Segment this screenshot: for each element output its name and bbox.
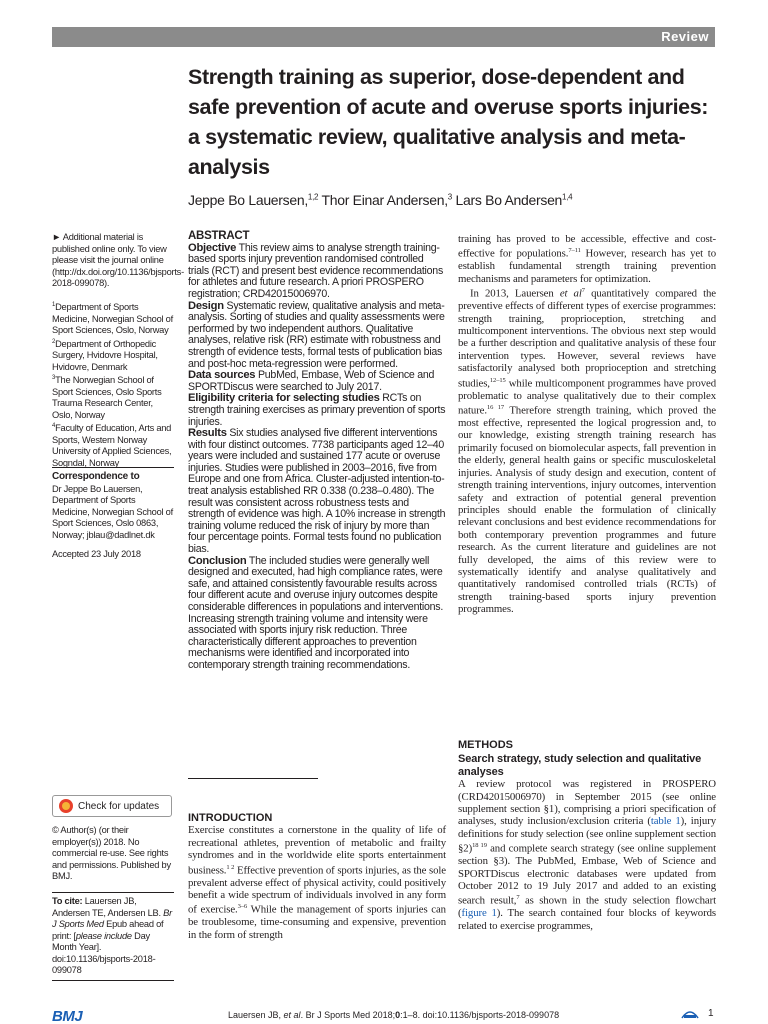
methods-heading: METHODS xyxy=(458,739,513,751)
abstract-text: PubMed, Embase, Web of Science and SPORTDiscus were searched to July 2017. xyxy=(188,369,435,393)
reference-sup[interactable]: 18 19 xyxy=(472,842,487,850)
bmj-logo: BMJ xyxy=(52,1008,83,1024)
reference-sup[interactable]: 16 17 xyxy=(486,404,505,412)
body-paragraph xyxy=(458,778,716,932)
body-text: Effective prevention of sports injuries, as the sole prevalent adverse effect of physical activity, could positively benefit a wide spectrum of individuals involved in any form of exercise. xyxy=(188,864,446,917)
body-text: as shown in the study selection flowchart ( xyxy=(458,895,716,920)
introduction-section xyxy=(188,812,446,941)
cite-doi: Day Month Year]. doi:10.1136/bjsports-2018-099078 xyxy=(52,930,156,975)
body-text: Exercise constitutes a cornerstone in the quality of life of recreational athletes, prevention of metabolic and frailty syndromes and in the worldwide elite sports entertainment business. xyxy=(188,824,446,877)
body-text: quantitatively compared the preventive effects of different types of exercise programmes: strength training, proprioception, stretching and multicomponent interventions. The obvious next step would be a further description and qualitative analysis of these four intervention types. However, several reviews have satisfactorily analysed both proprioception and stretching studies, xyxy=(458,287,717,390)
abstract-section xyxy=(188,243,446,301)
author-name: Lars Bo Andersen xyxy=(451,192,563,208)
affiliation-sup: 1 xyxy=(52,302,56,308)
figure-link[interactable]: figure 1 xyxy=(461,907,497,920)
affiliation-item xyxy=(52,300,174,337)
abstract-text: This review aims to analyse strength training-based sports injury prevention randomised controlled trials (RCT) and present best evidence recommendations for athletes and future research. A priori PROSPERO registration; CRD42015006970. xyxy=(188,241,443,300)
body-text: Therefore strength training, which proved the most effective, represented the logical progression and, to our knowledge, existing strength training research has primarily focused on biomolecular aspects, fall prevention in the elderly, general health gains or specific musculoskeletal injuries. Analysis of study design and execution, content of strength training interventions, injury outcomes, intervention safety and extraction of potential general prevention principles should enable the formulation of clinically relevant conclusions and best evidence recommendations for both contemporary prevention programmes and future research. As the current literature and guidelines are not fully developed, the aims of this review were to systematically identify and analyse qualitatively and quantitatively randomised controlled trials (RCTs) of strength training-based sports injury prevention programmes. xyxy=(458,404,716,616)
abstract-text: Six studies analysed five different interventions with four distinct outcomes. 7738 participants aged 12–40 years were included and sustained 177 acute or overuse injuries. Studies were published in 2003–2016, five from Europe and one from Africa. Cluster-adjusted intention-to-treat analysis established RR 0.338 (0.238–0.480). The result was consistent across robustness tests and strength of evidence was high. A 10% increase in strength training volume reduced the risk of injury by more than four percentage points. Formal tests found no publication bias. xyxy=(188,427,446,556)
abstract-rule xyxy=(188,778,318,779)
footer-doi: :1–8. doi:10.1136/bjsports-2018-099078 xyxy=(400,1010,560,1020)
affiliation-item xyxy=(52,337,174,374)
cite-placeholder: please include xyxy=(75,930,132,941)
affiliation-item xyxy=(52,421,174,469)
copyright-note: © Author(s) (or their employer(s)) 2018. No commercial re-use. See rights and permissions. Published by BMJ. xyxy=(52,825,171,881)
footer-text: . Br J Sports Med 2018; xyxy=(300,1010,396,1020)
body-text: ), injury definitions for study selection (see online supplement section §2) xyxy=(458,815,716,855)
body-text: and complete search strategy (see online supplement section §3). The PubMed, Embase, Web of Science and SPORTDiscus electronic databases were updated from October 2012 to 19 July 2017 and added to an existing search result, xyxy=(458,842,716,908)
footer-volume: 0 xyxy=(395,1010,401,1020)
abstract-label: Eligibility criteria for selecting studies xyxy=(188,392,380,405)
reference-sup[interactable]: 12–15 xyxy=(489,376,506,384)
abstract-label: Conclusion xyxy=(188,554,247,567)
reference-sup[interactable]: 7 xyxy=(516,894,520,902)
reference-sup[interactable]: 7–11 xyxy=(568,247,581,255)
affiliations xyxy=(52,300,174,469)
abstract-label: Results xyxy=(188,427,227,440)
cite-label: To cite: xyxy=(52,896,83,906)
author-affiliation-sup: 1,4 xyxy=(562,192,573,202)
abstract-label: Objective xyxy=(188,241,237,254)
section-header-bar xyxy=(52,27,715,47)
body-text: A review protocol was registered in PROSPERO (CRD42015006970) in September 2015 (see online supplement section §1), comprising a priori specification of analyses, study inclusion/exclusion criteria ( xyxy=(458,778,716,828)
abstract-text: Systematic review, qualitative analysis and meta-analysis. Sorting of studies and quality assessments were performed by two independent authors. Qualitative analyses, relative risk (RR) estimate with robustness and strength of evidence tests, formal tests of publication bias and post-hoc meta-regression were performed. xyxy=(188,299,445,370)
body-paragraph xyxy=(188,824,446,941)
check-for-updates-label: Check for updates xyxy=(78,800,160,812)
right-column-text xyxy=(458,233,716,616)
accepted-date: Accepted 23 July 2018 xyxy=(52,549,141,559)
abstract xyxy=(188,231,446,672)
abstract-text: The included studies were generally well designed and executed, had high compliance rates, were safe, and attained consistently favourable results across four different acute and overuse injury outcomes despite considerable differences in populations and interventions. Increasing strength training volume and intensity were associated with sports injury risk reduction. Three characteristically different approaches to prevention mechanisms were identified and incorporated into contemporary strength training recommendations. xyxy=(188,554,444,671)
author-name: Jeppe Bo Lauersen, xyxy=(188,192,308,208)
abstract-heading: ABSTRACT xyxy=(188,230,250,242)
body-text: ). The search contained four blocks of keywords related to exercise programmes, xyxy=(458,907,717,932)
cite-text: Epub ahead of print: [ xyxy=(52,919,164,941)
check-for-updates-button[interactable] xyxy=(52,795,172,817)
affiliation-sup: 4 xyxy=(52,423,56,430)
abstract-section xyxy=(188,301,446,371)
body-text: In 2013, Lauersen xyxy=(470,287,560,300)
section-label: Review xyxy=(661,29,709,44)
affiliation-text: Department of Sports Medicine, Norwegian School of Sport Sciences, Oslo, Norway xyxy=(52,302,173,336)
reference-sup[interactable]: 7 xyxy=(581,287,585,295)
correspondence-block xyxy=(52,467,174,541)
affiliation-text: Department of Orthopedic Surgery, Hvidovre Hospital, Hvidovre, Denmark xyxy=(52,338,158,372)
cite-journal: Br J Sports Med xyxy=(52,907,172,929)
online-material-note: ► Additional material is published online only. To view please visit the journal online (http://dx.doi.org/10.1136/bjsports-2018-099078). xyxy=(52,232,184,288)
footer-etal: et al xyxy=(283,1010,301,1020)
footer-text: Lauersen JB, xyxy=(228,1010,284,1020)
abstract-section xyxy=(188,393,446,428)
body-paragraph xyxy=(458,285,716,615)
affiliation-sup: 3 xyxy=(52,375,56,382)
citation-box xyxy=(52,892,174,981)
affiliation-sup: 2 xyxy=(52,338,56,345)
correspondence-text: Dr Jeppe Bo Lauersen, Department of Sports Medicine, Norwegian School of Sport Sciences, Oslo 0863, Norway; jblau@dadlnet.dk xyxy=(52,483,173,540)
et-al: et al xyxy=(559,287,582,300)
correspondence-heading: Correspondence to xyxy=(52,467,174,483)
body-paragraph xyxy=(458,233,716,285)
abstract-section xyxy=(188,370,446,393)
abstract-label: Data sources xyxy=(188,369,256,382)
methods-section xyxy=(458,739,716,932)
body-text: While the management of sports injuries can be troublesome, time-consuming and expensive, prevention in the form of strength xyxy=(188,904,446,941)
affiliation-text: Faculty of Education, Arts and Sports, Western Norway University of Applied Sciences, Sogndal, Norway xyxy=(52,423,172,468)
abstract-label: Design xyxy=(188,299,224,312)
author-affiliation-sup: 3 xyxy=(447,192,452,202)
body-text: while multicomponent programmes have proved problematic to analyse qualitatively due to their complex nature. xyxy=(458,377,716,417)
author-list xyxy=(188,192,718,208)
reference-sup[interactable]: 1 2 xyxy=(226,863,235,871)
footer-citation xyxy=(228,1010,559,1020)
body-text: However, research has yet to establish fundamental strength training prevention mechanisms and parameters for optimization. xyxy=(458,248,716,285)
affiliation-item xyxy=(52,373,174,421)
author-affiliation-sup: 1,2 xyxy=(307,192,319,202)
cite-authors: Lauersen JB, Andersen TE, Andersen LB. xyxy=(52,896,164,918)
article-title: Strength training as superior, dose-dependent and safe prevention of acute and overuse sports injuries: a systematic review, qualitative analysis and meta-analysis xyxy=(188,65,709,179)
methods-subheading: Search strategy, study selection and qualitative analyses xyxy=(458,753,702,778)
author-name: Thor Einar Andersen, xyxy=(318,192,448,208)
abstract-section xyxy=(188,556,446,672)
table-link[interactable]: table 1 xyxy=(650,815,681,828)
abstract-text: RCTs on strength training exercises as primary prevention of sports injuries. xyxy=(188,392,446,428)
abstract-section xyxy=(188,428,446,556)
page-number: 1 xyxy=(708,1008,714,1019)
reference-sup[interactable]: 3–6 xyxy=(237,903,248,911)
body-text: training has proved to be accessible, effective and cost-effective for populations. xyxy=(458,233,716,260)
affiliation-text: The Norwegian School of Sport Sciences, Oslo Sports Trauma Research Center, Oslo, Norway xyxy=(52,375,162,420)
crossmark-icon xyxy=(59,799,73,813)
basem-badge-icon xyxy=(680,1006,700,1020)
introduction-heading: INTRODUCTION xyxy=(188,812,273,824)
